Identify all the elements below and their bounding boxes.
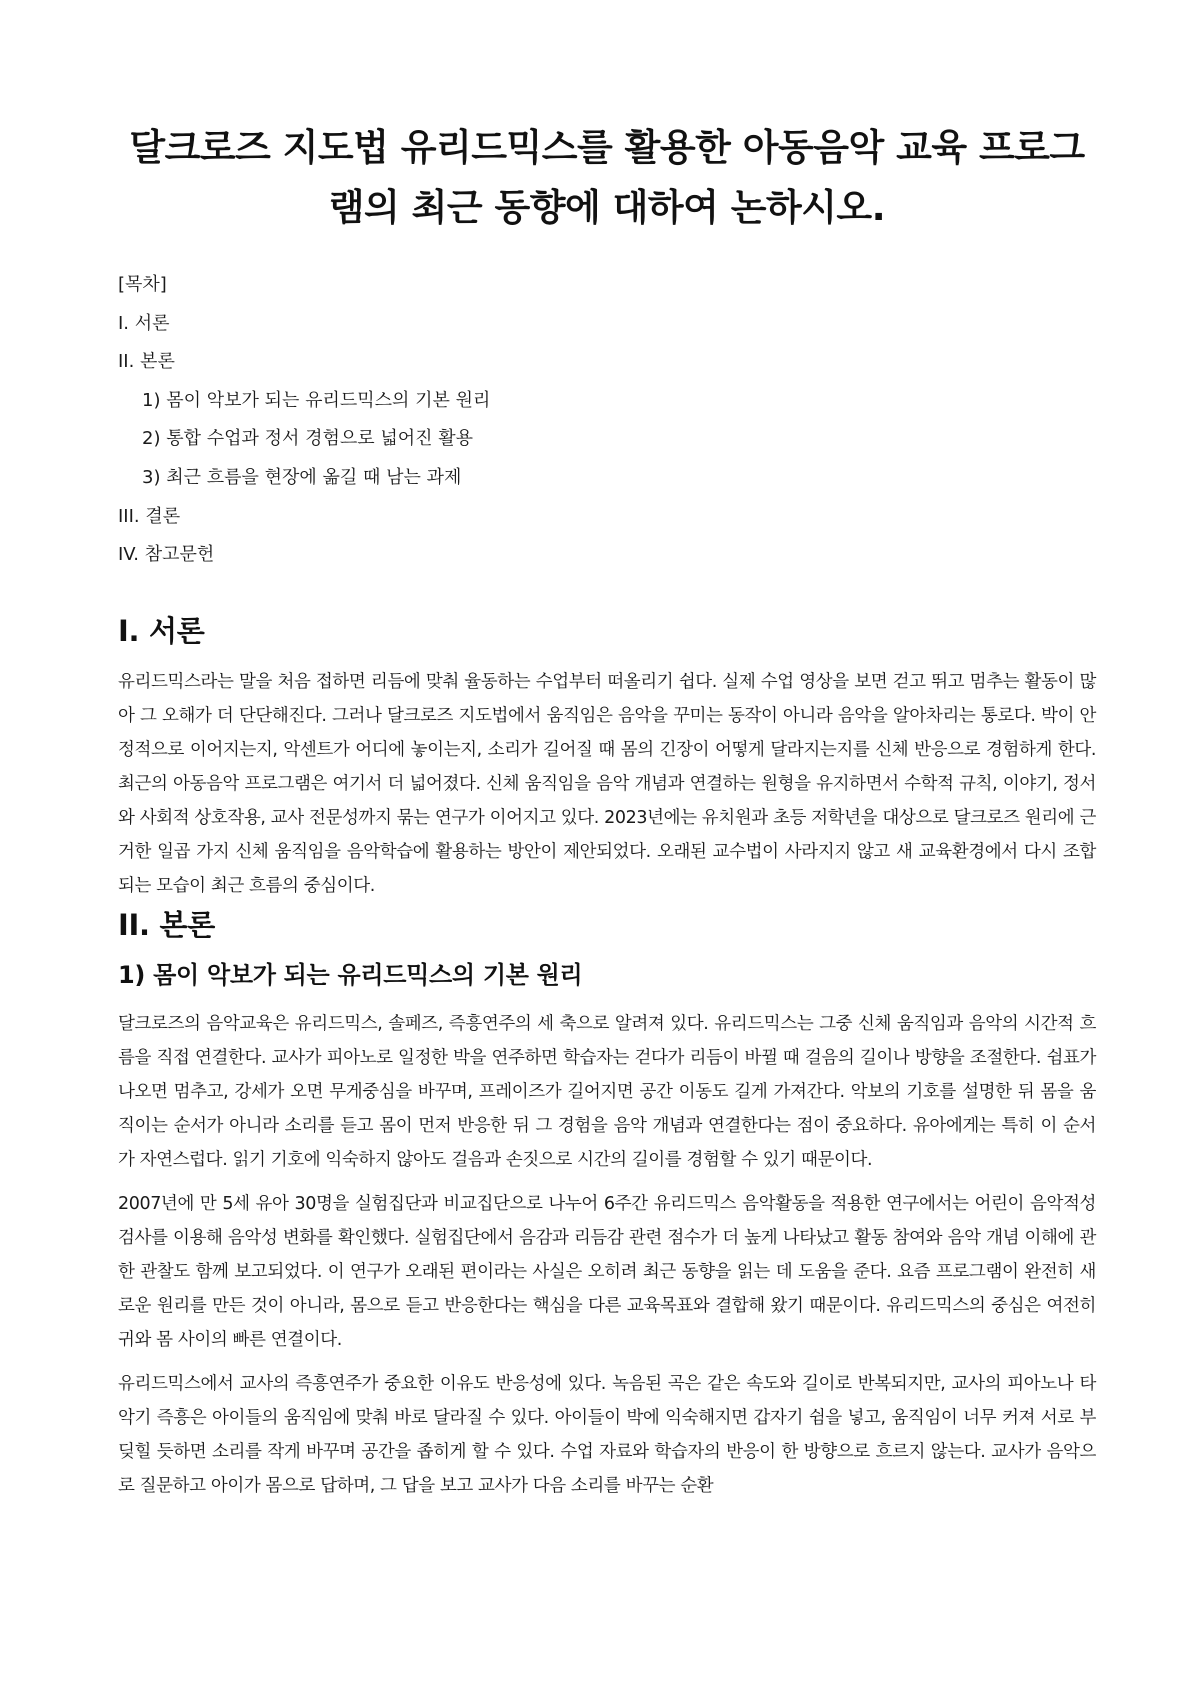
body-paragraph: 유리드믹스라는 말을 처음 접하면 리듬에 맞춰 율동하는 수업부터 떠올리기 쉽다. 실제 수업 영상을 보면 걷고 뛰고 멈추는 활동이 많아 그 오해가 더 단단해진다. 그러나 달크로즈 지도법에서 움직임은 음악을 꾸미는 동작이 아니라 음악을 알아차리는 통로다. 박이 안정적으로 이어지는지, 악센트가 어디에 놓이는지, 소리가 길어질 때 몸의 긴장이 어떻게 달라지는지를 신체 반응으로 경험하게 한다. 최근의 아동음악 프로그램은 여기서 더 넓어졌다. 신체 움직임을 음악 개념과 연결하는 원형을 유지하면서 수학적 규칙, 이야기, 정서와 사회적 상호작용, 교사 전문성까지 묶는 연구가 이어지고 있다. 2023년에는 유치원과 초등 저학년을 대상으로 달크로즈 원리에 근거한 일곱 가지 신체 움직임을 음악학습에 활용하는 방안이 제안되었다. 오래된 교수법이 사라지지 않고 새 교육환경에서 다시 조합되는 모습이 최근 흐름의 중심이다. (118, 671, 1096, 896)
toc-heading: [목차] (118, 274, 167, 295)
section-heading: II. 본론 (118, 907, 215, 942)
toc-item: IV. 참고문헌 (118, 544, 215, 566)
body-paragraph: 2007년에 만 5세 유아 30명을 실험집단과 비교집단으로 나누어 6주간 유리드믹스 음악활동을 적용한 연구에서는 어린이 음악적성 검사를 이용해 음악성 변화를 확인했다. 실험집단에서 음감과 리듬감 관련 점수가 더 높게 나타났고 활동 참여와 음악 개념 이해에 관한 관찰도 함께 보고되었다. 이 연구가 오래된 편이라는 사실은 오히려 최근 동향을 읽는 데 도움을 준다. 요즘 프로그램이 완전히 새로운 원리를 만든 것이 아니라, 몸으로 듣고 반응한다는 핵심을 다른 교육목표와 결합해 왔기 때문이다. 유리드믹스의 중심은 여전히 귀와 몸 사이의 빠른 연결이다. (118, 1193, 1096, 1350)
toc-item: II. 본론 (118, 351, 175, 373)
section-main-body (118, 907, 1096, 1503)
toc-subitem: 2) 통합 수업과 정서 경험으로 넓어진 활용 (142, 428, 474, 450)
toc-subitem: 1) 몸이 악보가 되는 유리드믹스의 기본 원리 (142, 389, 491, 411)
body-paragraph: 달크로즈의 음악교육은 유리드믹스, 솔페즈, 즉흥연주의 세 축으로 알려져 있다. 유리드믹스는 그중 신체 움직임과 음악의 시간적 흐름을 직접 연결한다. 교사가 피아노로 일정한 박을 연주하면 학습자는 걷다가 리듬이 바뀔 때 걸음의 길이나 방향을 조절한다. 쉼표가 나오면 멈추고, 강세가 오면 무게중심을 바꾸며, 프레이즈가 길어지면 공간 이동도 길게 가져간다. 악보의 기호를 설명한 뒤 몸을 움직이는 순서가 아니라 소리를 듣고 몸이 먼저 반응한 뒤 그 경험을 음악 개념과 연결한다는 점이 중요하다. 유아에게는 특히 이 순서가 자연스럽다. 읽기 기호에 익숙하지 않아도 걸음과 손짓으로 시간의 길이를 경험할 수 있기 때문이다. (118, 1013, 1096, 1170)
toc-subitem: 3) 최근 흐름을 현장에 옮길 때 남는 과제 (142, 466, 462, 488)
section-heading: I. 서론 (118, 613, 205, 648)
toc-item: III. 결론 (118, 505, 181, 527)
toc-item: I. 서론 (118, 312, 170, 334)
table-of-contents (118, 266, 1096, 575)
section-introduction (118, 613, 1096, 903)
body-paragraph: 유리드믹스에서 교사의 즉흥연주가 중요한 이유도 반응성에 있다. 녹음된 곡은 같은 속도와 길이로 반복되지만, 교사의 피아노나 타악기 즉흥은 아이들의 움직임에 맞춰 바로 달라질 수 있다. 아이들이 박에 익숙해지면 갑자기 쉼을 넣고, 움직임이 너무 커져 서로 부딪힐 듯하면 소리를 작게 바꾸며 공간을 좁히게 할 수 있다. 수업 자료와 학습자의 반응이 한 방향으로 흐르지 않는다. 교사가 음악으로 질문하고 아이가 몸으로 답하며, 그 답을 보고 교사가 다음 소리를 바꾸는 순환 (118, 1373, 1096, 1496)
subsection-heading: 1) 몸이 악보가 되는 유리드믹스의 기본 원리 (118, 960, 583, 989)
document-title: 달크로즈 지도법 유리드믹스를 활용한 아동음악 교육 프로그램의 최근 동향에 대하여 논하시오. (129, 126, 1085, 229)
